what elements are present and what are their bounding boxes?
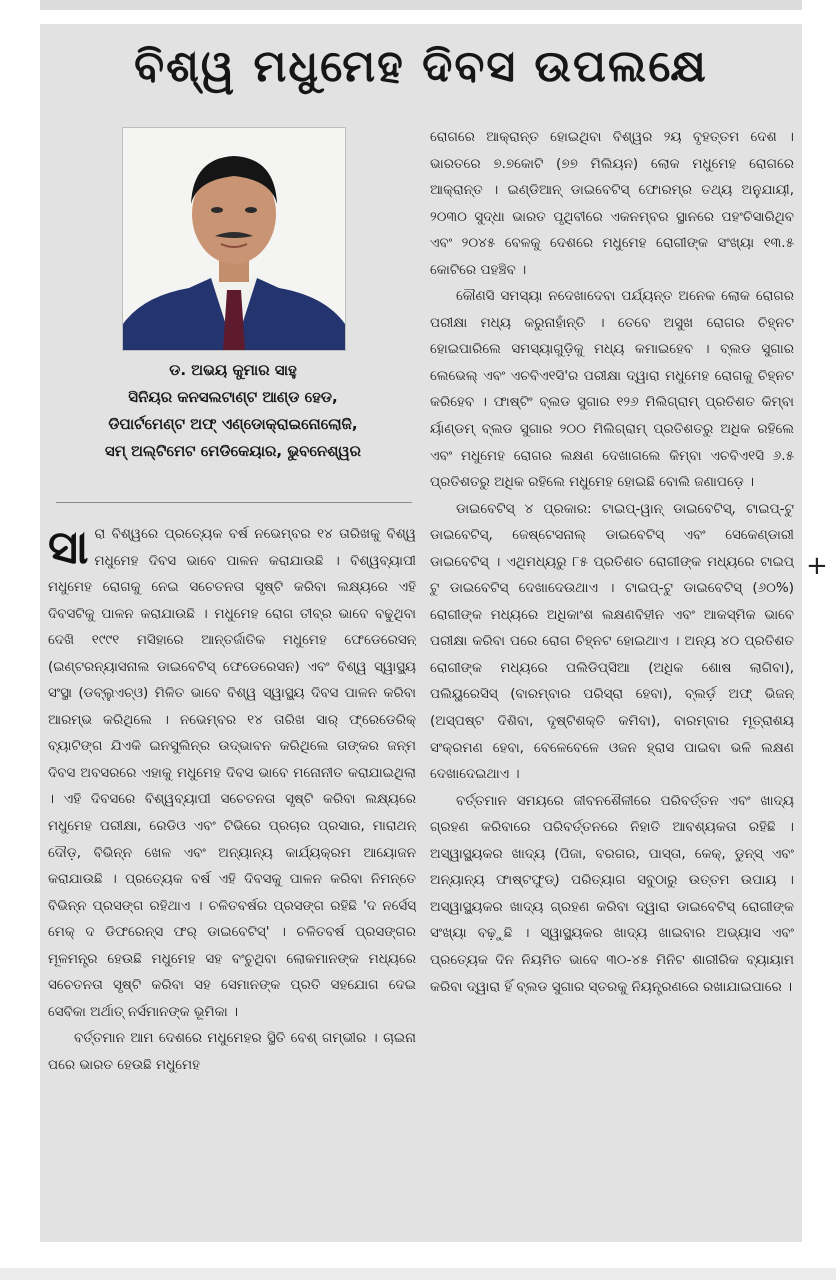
- newspaper-article: [40, 24, 802, 1242]
- body-paragraph-text: ରା ବିଶ୍ୱରେ ପ୍ରତ୍ୟେକ ବର୍ଷ ନଭେମ୍ବର ୧୪ ତାରିଖକୁ ବିଶ୍ୱ ମଧୁମେହ ଦିବସ ଭାବେ ପାଳନ କରାଯାଉଛି । ବିଶ୍ୱବ୍ୟାପୀ ମଧୁମେହ ରୋଗକୁ ନେଇ ସଚେତନତା ସୃଷ୍ଟି କରିବା ଲକ୍ଷ୍ୟରେ ଏହି ଦିବସଟିକୁ ପାଳନ କରାଯାଉଛି । ମଧୁମେହ ରୋଗ ତୀବ୍ର ଭାବେ ବଢୁଥିବା ଦେଖି ୧୯୯୧ ମସିହାରେ ଆନ୍ତର୍ଜାତିକ ମଧୁମେହ ଫେଡେରେସନ୍ (ଇଣ୍ଟରନ୍ୟାସନାଲ ଡାଇବେଟିସ୍ ଫେଡେରେସନ) ଏବଂ ବିଶ୍ୱ ସ୍ୱାସ୍ଥ୍ୟ ସଂସ୍ଥା (ଡବ୍ଲୁଏଚ୍ଓ) ମିଳିତ ଭାବେ ବିଶ୍ୱ ସ୍ୱାସ୍ଥ୍ୟ ଦିବସ ପାଳନ କରିବା ଆରମ୍ଭ କରିଥିଲେ । ନଭେମ୍ବର ୧୪ ତାରିଖ ସାର୍ ଫ୍ରେଡେରିକ୍ ବ୍ୟାଟିଙ୍ଗ ଯିଏକି ଇନସୁଲିନ୍‌ର ଉଦ୍ଭାବନ କରିଥିଲେ ତାଙ୍କର ଜନ୍ମ ଦିବସ ଅବସରରେ ଏହାକୁ ମଧୁମେହ ଦିବସ ଭାବେ ମନୋନୀତ କରାଯାଇଥିଲା । ଏହି ଦିବସରେ ବିଶ୍ୱବ୍ୟାପୀ ସଚେତନତା ସୃଷ୍ଟି କରିବା ଲକ୍ଷ୍ୟରେ ମଧୁମେହ ପରୀକ୍ଷା, ରେଡିଓ ଏବଂ ଟିଭିରେ ପ୍ରଚାର ପ୍ରସାର, ମାରାଥନ୍ ଦୌଡ଼, ବିଭିନ୍ନ ଖେଳ ଏବଂ ଅନ୍ୟାନ୍ୟ କାର୍ଯ୍ୟକ୍ରମ ଆୟୋଜନ କରାଯାଉଛି । ପ୍ରତ୍ୟେକ ବର୍ଷ ଏହି ଦିବସକୁ ପାଳନ କରିବା ନିମନ୍ତେ ବିଭିନ୍ନ ପ୍ରସଙ୍ଗ ରହିଥାଏ । ଚଳିତବର୍ଷର ପ୍ରସଙ୍ଗ ରହିଛି 'ଦ ନର୍ସେସ୍ ମେକ୍ ଦ ଡିଫରେନ୍ସ ଫର୍ ଡାଇବେଟିସ୍' । ଚଳିତବର୍ଷ ପ୍ରସଙ୍ଗର ମୂଳମନ୍ତ୍ର ହେଉଛି ମଧୁମେହ ସହ ବଂଚୁଥିବା ଲୋକମାନଙ୍କ ମଧ୍ୟରେ ସଚେତନତା ସୃଷ୍ଟି କରିବା ସହ ସେମାନଙ୍କ ପ୍ରତି ସହଯୋଗ ଦେଇ ସେବିକା ଅର୍ଥାତ୍ ନର୍ସମାନଙ୍କ ଭୂମିକା ।: [48, 526, 416, 1020]
- author-byline: [48, 357, 418, 465]
- author-department: ଡିପାର୍ଟମେଣ୍ଟ ଅଫ୍ ଏଣ୍ଡୋକ୍ରାଇନୋଲୋଜି,: [108, 415, 358, 433]
- previous-article-edge: [40, 0, 802, 10]
- author-designation: ସିନିୟର କନସଲଟାଣ୍ଟ ଆଣ୍ଡ ହେଡ,: [128, 388, 338, 406]
- article-column-right: [430, 124, 794, 1228]
- body-paragraph: ବର୍ତ୍ତମାନ ସମୟରେ ଜୀବନଶୈଳୀରେ ପରିବର୍ତ୍ତନ ଏବଂ ଖାଦ୍ୟ ଗ୍ରହଣ କରିବାରେ ପରିବର୍ତ୍ତନରେ ନିହାତି ଆବଶ୍ୟକତା ରହିଛି । ଅସ୍ୱାସ୍ଥ୍ୟକର ଖାଦ୍ୟ (ପିଜା, ବରଗର, ପାସ୍ତା, କେକ୍, ଡୁନ୍ସ୍ ଏବଂ ଅନ୍ୟାନ୍ୟ ଫାଷ୍ଟଫୁଡ୍) ପରିତ୍ୟାଗ ସବୁଠାରୁ ଉତ୍ତମ ଉପାୟ । ଅସ୍ୱାସ୍ଥ୍ୟକର ଖାଦ୍ୟ ଗ୍ରହଣ କରିବା ଦ୍ୱାରା ଡାଇବେଟିସ୍ ରୋଗୀଙ୍କ ସଂଖ୍ୟା ବଢ଼ୁଛି । ସ୍ୱାସ୍ଥ୍ୟକର ଖାଦ୍ୟ ଖାଇବାର ଅଭ୍ୟାସ ଏବଂ ପ୍ରତ୍ୟେକ ଦିନ ନିୟମିତ ଭାବେ ୩୦-୪୫ ମିନିଟ ଶାରୀରିକ ବ୍ୟାୟାମ କରିବା ଦ୍ୱାରା ହିଁ ବ୍ଲଡ ସୁଗାର ସ୍ତରକୁ ନିୟନ୍ତ୍ରଣରେ ରଖାଯାଇପାରେ ।: [430, 792, 794, 995]
- body-paragraph: ଡାଇବେଟିସ୍ ୪ ପ୍ରକାର: ଟାଇପ୍-ୱାନ୍ ଡାଇବେଟିସ୍, ଟାଇପ୍-ଟୁ ଡାଇବେଟିସ୍, ଜେଷ୍ଟେସନାଲ୍ ଡାଇବେଟିସ୍ ଏବଂ ସେକେଣ୍ଡାରୀ ଡାଇବେଟିସ୍ । ଏଥିମଧ୍ୟରୁ ୮୫ ପ୍ରତିଶତ ରୋଗୀଙ୍କ ମଧ୍ୟରେ ଟାଇପ୍ ଟୁ ଡାଇବେଟିସ୍ ଦେଖାଦେଉଥାଏ । ଟାଇପ୍-ଟୁ ଡାଇବେଟିସ୍ (୬୦%) ରୋଗୀଙ୍କ ମଧ୍ୟରେ ଅଧିକାଂଶ ଲକ୍ଷଣବିହୀନ ଏବଂ ଆକସ୍ମିକ ଭାବେ ପରୀକ୍ଷା କରିବା ପରେ ରୋଗ ଚିହ୍ନଟ ହୋଇଥାଏ । ଅନ୍ୟ ୪୦ ପ୍ରତିଶତ ରୋଗୀଙ୍କ ମଧ୍ୟରେ ପଲିଡିପ୍ସିଆ (ଅଧିକ ଶୋଷ ଲାଗିବା), ପଲିୟୁରେସିସ୍ (ବାରମ୍ବାର ପରିସ୍ରା ହେବା), ବ୍ଲର୍ଡ଼ ଅଫ୍ ଭିଜନ୍ (ଅସ୍ପଷ୍ଟ ଦିଶିବା, ଦୃଷ୍ଟିଶକ୍ତି କମିବା), ବାରମ୍ବାର ମୂତ୍ରାଶୟ ସଂକ୍ରମଣ ହେବା, ବେଳେବେଳେ ଓଜନ ହ୍ରାସ ପାଇବା ଭଳି ଲକ୍ଷଣ ଦେଖାଦେଇଥାଏ ।: [430, 500, 794, 783]
- page-bottom-edge: [0, 1268, 836, 1280]
- drop-cap: ସା: [48, 521, 89, 574]
- author-portrait-icon: [123, 128, 345, 350]
- margin-plus-mark: +: [806, 551, 828, 581]
- body-paragraph: କୌଣସି ସମସ୍ୟା ନଦେଖାଦେବା ପର୍ଯ୍ୟନ୍ତ ଅନେକ ଲୋକ ରୋଗର ପରୀକ୍ଷା ମଧ୍ୟ କରୁନାହାଁନ୍ତି । ତେବେ ଅସୁଖ ରୋଗର ଚିହ୍ନଟ ହୋଇପାରିଲେ ସମସ୍ୟାଗୁଡ଼ିକୁ ମଧ୍ୟ କମାଇହେବ । ବ୍ଲଡ ସୁଗାର ଲେଭେଲ୍ ଏବଂ ଏଚବିଏ୧ସି'ର ପରୀକ୍ଷା ଦ୍ୱାରା ମଧୁମେହ ରୋଗକୁ ଚିହ୍ନଟ କରିହେବ । ଫାଷ୍ଟିଂ ବ୍ଲଡ ସୁଗାର ୧୨୬ ମିଲିଗ୍ରାମ୍ ପ୍ରତିଶତ କିମ୍ବା ର୍ୟାଣ୍ଡମ୍ ବ୍ଲଡ ସୁଗାର ୨୦୦ ମିଲିଗ୍ରାମ୍ ପ୍ରତିଶତରୁ ଅଧିକ ରହିଲେ ଏବଂ ମଧୁମେହ ରୋଗର ଲକ୍ଷଣ ଦେଖାଗଲେ କିମ୍ବା ଏଚବିଏ୧ସି ୬.୫ ପ୍ରତିଶତରୁ ଅଧିକ ରହିଲେ ମଧୁମେହ ହୋଇଛି ବୋଲି ଜଣାପଡ଼େ ।: [430, 288, 794, 491]
- author-hospital: ସମ୍ ଅଲ୍ଟିମେଟ ମେଡିକେୟାର, ଭୁବନେଶ୍ୱର: [104, 442, 362, 460]
- body-paragraph: ରୋଗରେ ଆକ୍ରାନ୍ତ ହୋଇଥିବା ବିଶ୍ୱର ୨ୟ ବୃହତ୍ତମ ଦେଶ । ଭାରତରେ ୭.୭କୋଟି (୭୭ ମିଲିୟନ) ଲୋକ ମଧୁମେହ ରୋଗରେ ଆକ୍ରାନ୍ତ । ଇଣ୍ଡିଆନ୍ ଡାଇବେଟିସ୍ ଫୋରମ୍‌ର ତଥ୍ୟ ଅନୁଯାୟୀ, ୨୦୩୦ ସୁଦ୍ଧା ଭାରତ ପୃଥିବୀରେ ଏକନମ୍ବର ସ୍ଥାନରେ ପହଂଚିସାରିଥିବ ଏବଂ ୨୦୪୫ ବେଳକୁ ଦେଶରେ ମଧୁମେହ ରୋଗୀଙ୍କ ସଂଖ୍ୟା ୧୩.୫ କୋଟିରେ ପହଞ୍ଚିବ ।: [430, 129, 794, 278]
- author-photo: [122, 127, 346, 351]
- body-paragraph: ବର୍ତ୍ତମାନ ଆମ ଦେଶରେ ମଧୁମେହର ସ୍ଥିତି ବେଶ୍ ଗମ୍ଭୀର । ଚାଇନା ପରେ ଭାରତ ହେଉଛି ମଧୁମେହ: [48, 1030, 416, 1073]
- author-name: ଡ. ଅଭୟ କୁମାର ସାହୁ: [169, 361, 297, 379]
- byline-divider: [56, 502, 412, 503]
- article-column-left: [48, 521, 416, 1227]
- body-paragraph: [48, 521, 416, 1025]
- article-headline: ବିଶ୍ୱ ମଧୁମେହ ଦିବସ ଉପଲକ୍ଷେ: [134, 41, 708, 92]
